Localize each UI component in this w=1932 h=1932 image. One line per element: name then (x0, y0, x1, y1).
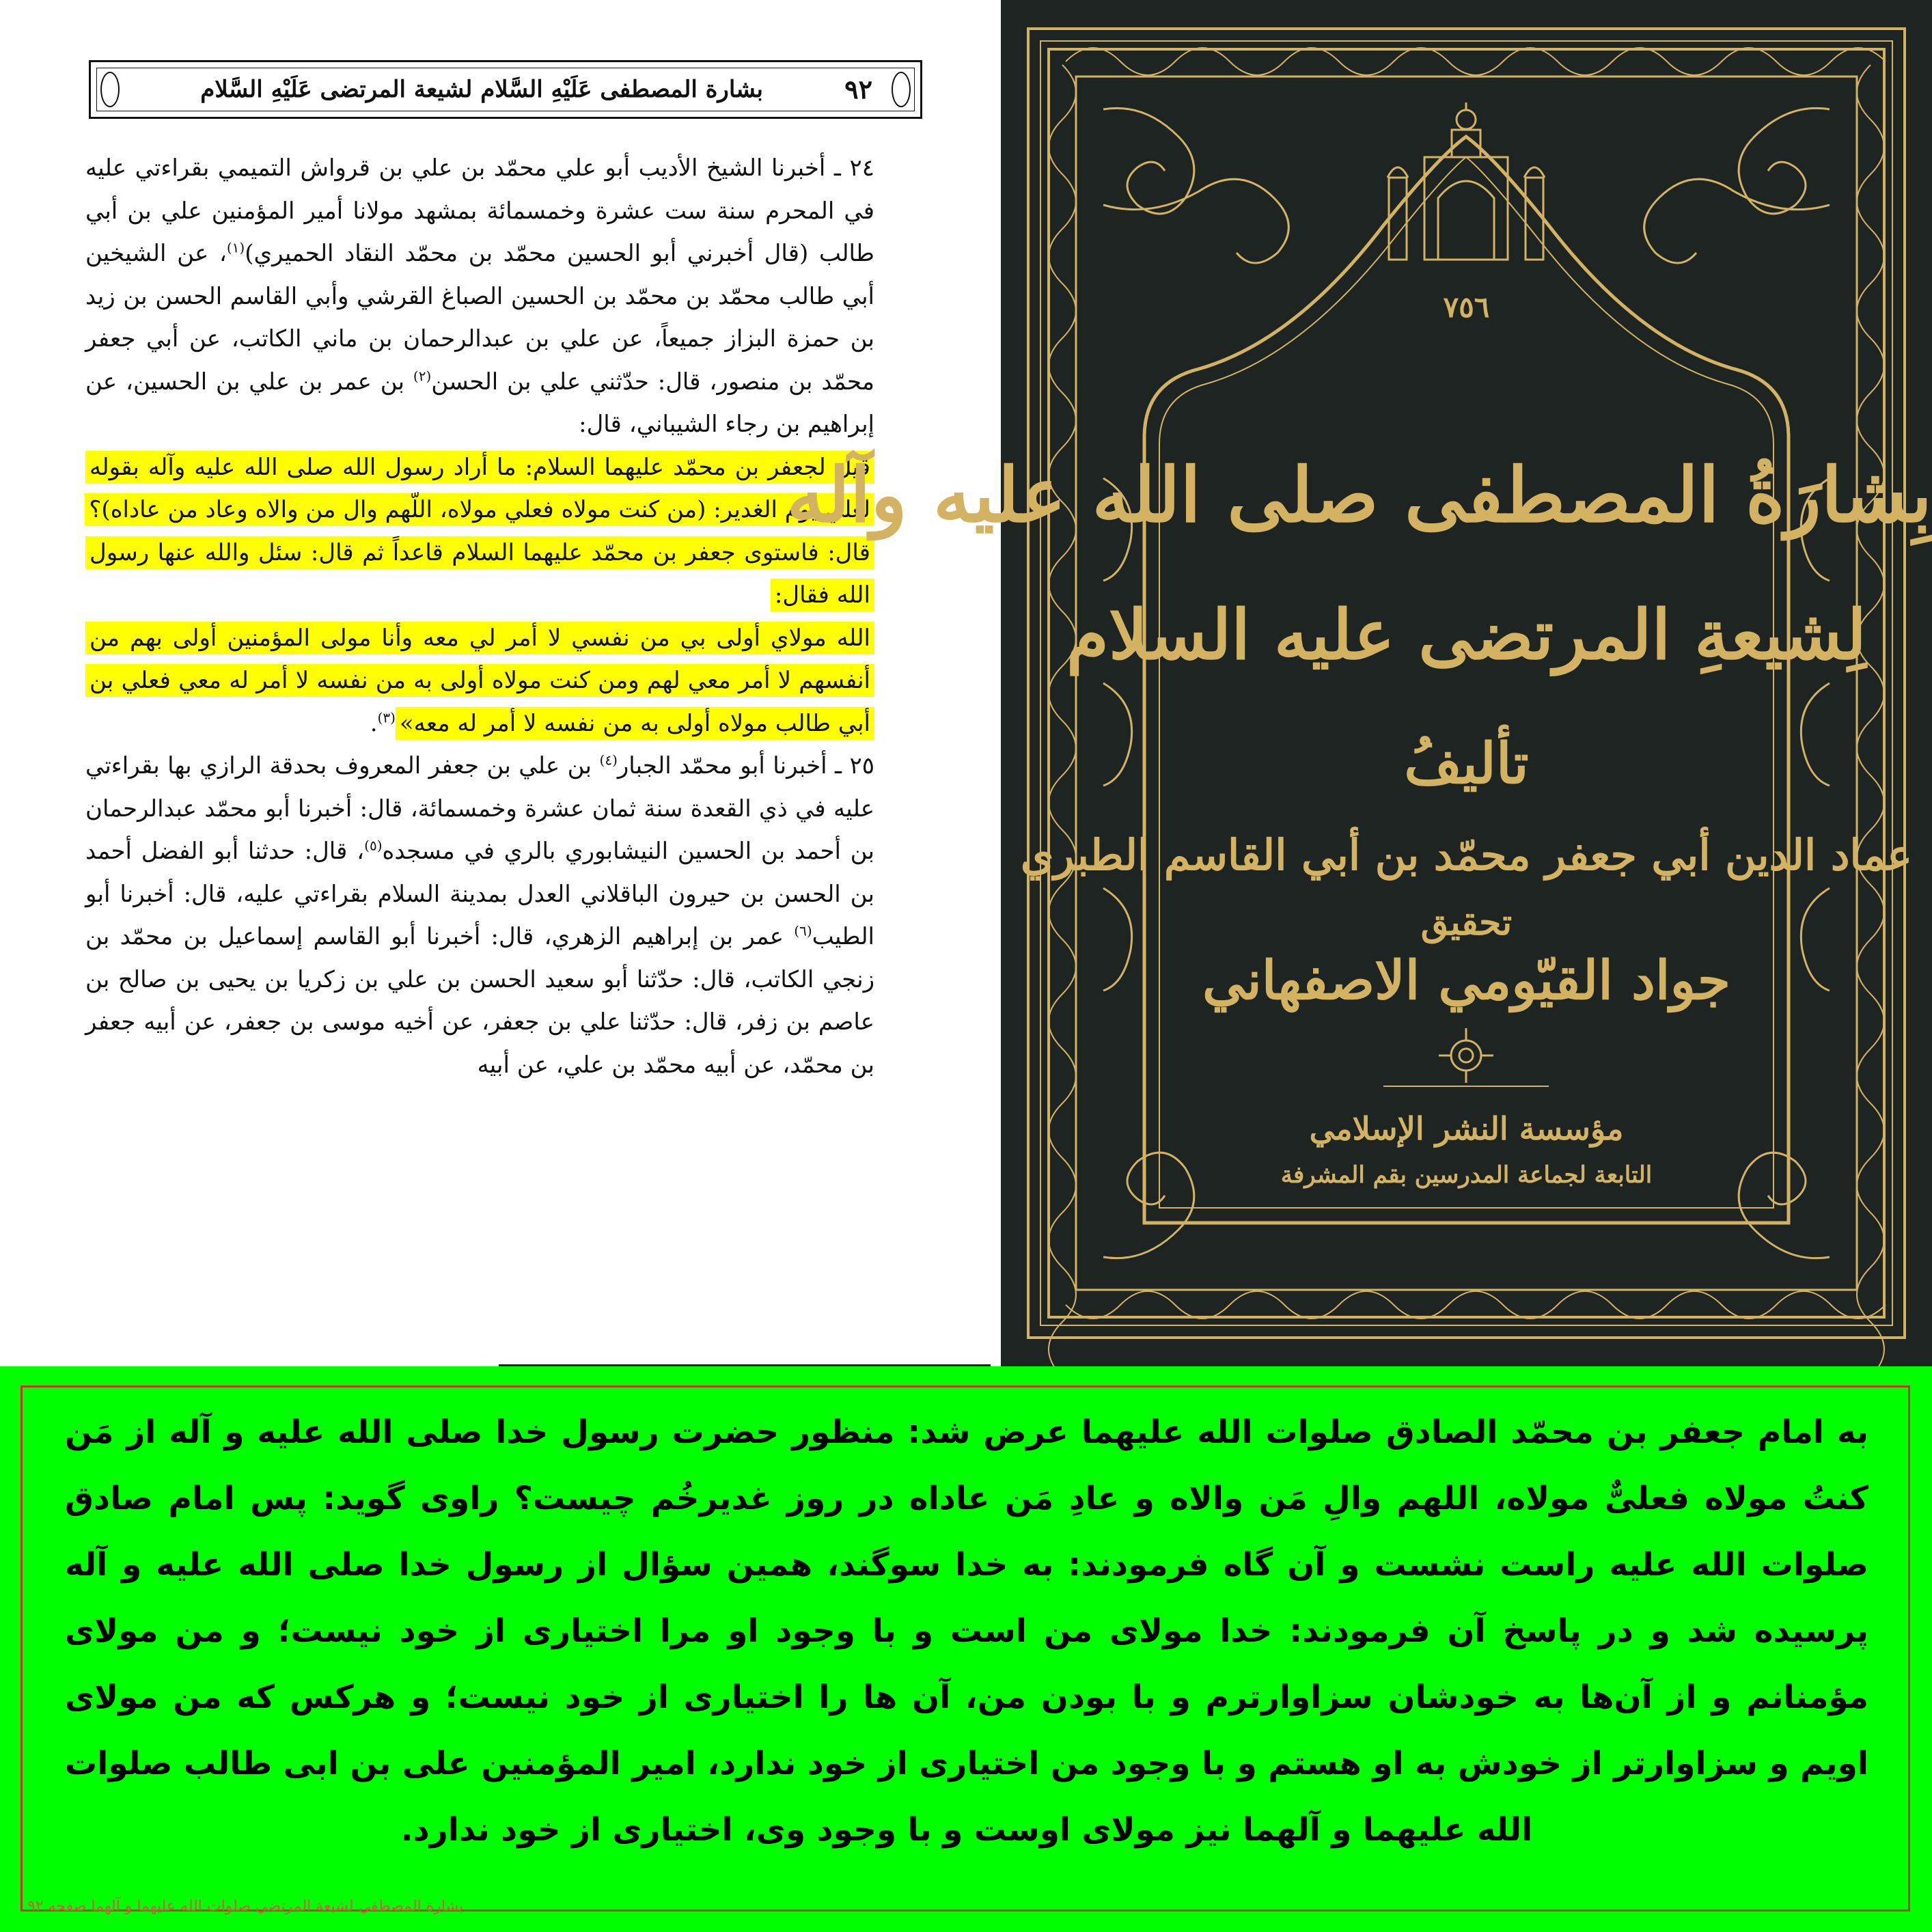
paragraph-25 (85, 745, 922, 1086)
cover-publisher-subtitle: التابعة لجماعة المدرسين بقم المشرفة (1280, 1161, 1653, 1189)
rosette (1439, 1028, 1493, 1083)
paragraph-25-part-c: ، قال: حدثنا أبو الفضل أحمد بن الحسن بن حيرون الباقلاني العدل بمدينة السلام بقراءتي عليه، قال: أخبرنا أبو الطيب (85, 838, 874, 950)
header-ornament-right (892, 72, 911, 107)
paragraph-25-part-d: عمر بن إبراهيم الزهري، قال: أخبرنا أبو القاسم إسماعيل بن محمّد بن زنجي الكاتب، قال: حدّثنا أبو سعيد الحسن بن علي بن زكريا بن يحيى بن صالح بن عاصم بن زفر، قال: حدّثنا علي بن جعفر، عن أخيه موسى بن جعفر، عن أبيه جعفر بن محمّد، عن أبيه محمّد بن علي، عن أبيه (85, 923, 875, 1079)
highlight-answer-text: الله مولاي أولى بي من نفسي لا أمر لي معه وأنا مولى المؤمنين أولى بهم من أنفسهم لا أمر معي لهم ومن كنت مولاه أولى به من نفسه لا أمر له معي فعلي بن أبي طالب مولاه أولى به من نفسه لا أمر له معه» (85, 622, 874, 740)
cover-author: عماد الدين أبي جعفر محمّد بن أبي القاسم الطبري (1020, 830, 1913, 880)
footnote-marker-1: (١) (226, 239, 245, 256)
header-ornament-left (100, 72, 120, 107)
cover-editor: جواد القيّومي الاصفهاني (1202, 950, 1731, 1012)
cover-authorship-label: تأليفُ (1404, 731, 1529, 797)
paragraph-24 (85, 147, 922, 446)
cover-title-line-1: بِشارَةُ المصطفى صلى الله عليه وآله (786, 451, 1932, 539)
header-page-number: ٩٢ (844, 74, 872, 105)
cover-title-line-2: لِشيعةِ المرتضى عليه السلام (1066, 594, 1866, 675)
cover-publisher: مؤسسة النشر الإسلامي (1309, 1110, 1624, 1147)
highlighted-answer (85, 617, 922, 745)
answer-period: . (370, 709, 378, 737)
paragraph-24-part-b: ، عن الشيخين أبي طالب محمّد بن محمّد بن الحسين الصباغ القرشي وأبي القاسم الحسن بن زيد بن حمزة البزاز جميعاً، عن علي بن عبدالرحمان بن ماني الكاتب، عن أبي جعفر محمّد بن منصور، قال: حدّثني علي بن الحسن (85, 240, 875, 396)
paragraph-24-part-c: بن عمر بن علي بن الحسين، عن إبراهيم بن رجاء الشيباني، قال: (85, 368, 874, 438)
cover-editor-label: تحقيق (1420, 902, 1513, 943)
footnote-marker-4: (٤) (599, 751, 618, 769)
header-title: بشارة المصطفى عَلَيْهِ السَّلام لشيعة المرتضى عَلَيْهِ السَّلام (200, 76, 763, 103)
paragraph-24-part-a: ٢٤ ـ أخبرنا الشيخ الأديب أبو علي محمّد بن علي بن قرواش التميمي بقراءتي عليه في المحرم سنة ست عشرة وخمسمائة بمشهد مولانا أمير المؤمنين علي بن أبي طالب (قال أخبرني أبو الحسين محمّد بن محمّد النقاد الحميري) (85, 154, 874, 267)
footnote-marker-3: (٣) (377, 709, 396, 726)
source-caption: بشارة المصطفي لشيعة المرتضي صلوات الله عليهما و آلهما صفحه ٩٢ (27, 1898, 464, 1915)
page-body (85, 147, 922, 1086)
highlight-question-text: قيل لجعفر بن محمّد عليهما السلام: ما أراد رسول الله صلى الله عليه وآله بقوله لعلي يوم الغدير: (من كنت مولاه فعلي مولاه، اللّهم وال من والاه وعاد من عاداه)؟ قال: فاستوى جعفر بن محمّد عليهما السلام قاعداً ثم قال: سئل والله عنها رسول الله فقال: (85, 451, 874, 612)
running-header (89, 60, 922, 119)
translation-text: به امام جعفر بن محمّد الصادق صلوات الله علیهما عرض شد: منظور حضرت رسول خدا صلی الله علیه و آله از مَن کنتُ مولاه فعلیٌّ مولاه، اللهم والِ مَن والاه و عادِ مَن عاداه در روز غدیرخُم چیست؟ راوی گوید: پس امام صادق صلوات الله علیه راست نشست و آن گاه فرمودند: به خدا سوگند، همین سؤال از رسول خدا صلی الله علیه و آله پرسیده شد و در پاسخ آن فرمودند: خدا مولای من است و با وجود او مرا اختیاری از خود نیست؛ و من مولای مؤمنانم و از آن‌ها به خودشان سزاوارترم و با بودن من، آن ها را اختیاری از خود نیست؛ و هرکس که من مولای اویم و سزاوارتر از خودش به او هستم و با وجود من اختیاری از خود ندارد، امیر المؤمنین علی بن ابی طالب صلوات الله علیهما و آلهما نیز مولای اوست و با وجود وی، اختیاری از خود ندارد. (65, 1413, 1868, 1849)
translation-panel (0, 1366, 1932, 1932)
cover-volume-number: ٧٥٦ (1443, 290, 1490, 324)
footnote-marker-2: (٢) (413, 368, 432, 385)
footnote-marker-6: (٦) (794, 922, 812, 939)
paragraph-25-part-a: ٢٥ ـ أخبرنا أبو محمّد الجبار (617, 752, 874, 779)
paragraph-25-part-b: بن علي بن جعفر المعروف بحدقة الرازي بها بقراءتي عليه في ذي القعدة سنة ثمان عشرة وخمسمائة، قال: أخبرنا أبو محمّد عبدالرحمان بن أحمد بن الحسين النيشابوري بالري في مسجده (85, 752, 874, 865)
inner-border (1076, 77, 1857, 1290)
footnote-marker-5: (٥) (364, 837, 383, 854)
book-page (0, 0, 1001, 1366)
shrine-illustration (1388, 102, 1545, 260)
